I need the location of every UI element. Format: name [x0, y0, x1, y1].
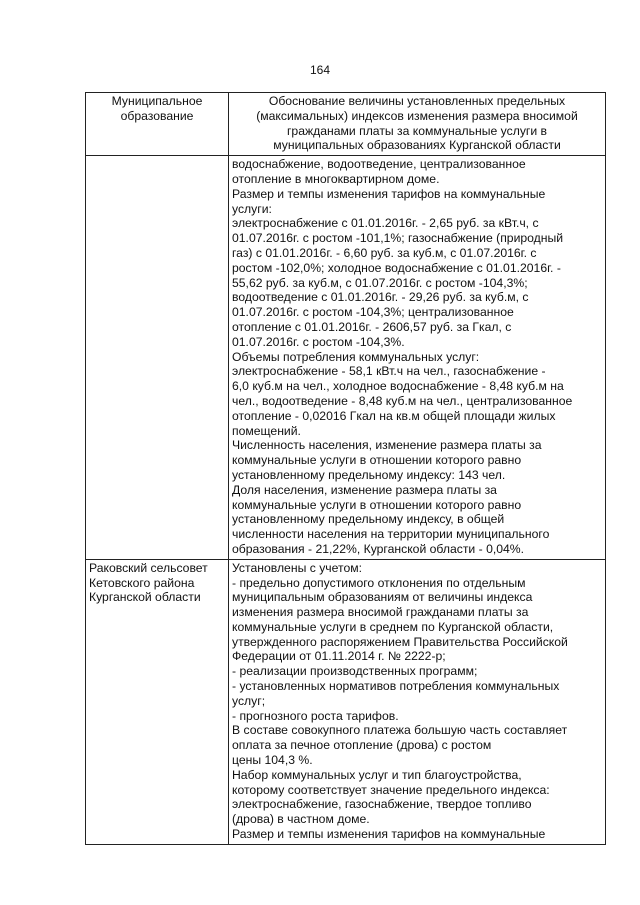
- text-line: цены 104,3 %.: [232, 753, 313, 768]
- text-line: чел., водоотведение - 8,48 куб.м на чел., централизованное: [232, 393, 573, 408]
- text-line: ростом -102,0%; холодное водоснабжение с 01.01.2016г. -: [232, 260, 561, 275]
- text-line: образования - 21,22%, Курганской области - 0,04%.: [232, 541, 525, 556]
- text-line: Курганской области: [89, 590, 201, 605]
- table-header-row: [86, 93, 606, 156]
- text-line: 01.07.2016г. с ростом -104,3%; централизованное: [232, 305, 514, 320]
- text-line: Муниципальное: [111, 94, 203, 108]
- text-line: 6,0 куб.м на чел., холодное водоснабжение - 8,48 куб.м на: [232, 379, 564, 394]
- text-line: Раковский сельсовет: [89, 560, 208, 575]
- text-line: газ) с 01.01.2016г. - 6,60 руб. за куб.м, с 01.07.2016г. с: [232, 245, 537, 260]
- text-line: численности населения на территории муниципального: [232, 527, 550, 542]
- text-line: образование: [120, 108, 194, 123]
- text-line: установленному предельному индексу, в общей: [232, 512, 505, 527]
- text-line: - предельно допустимого отклонения по отдельным: [232, 575, 526, 590]
- justification-cell: [229, 156, 606, 560]
- tariff-table: [85, 92, 606, 845]
- text-line: Размер и темпы изменения тарифов на коммунальные: [232, 827, 546, 842]
- text-line: установленному предельному индексу: 143 чел.: [232, 467, 506, 482]
- text-line: электроснабжение с 01.01.2016г. - 2,65 руб. за кВт.ч, с: [232, 216, 539, 231]
- text-line: Доля населения, изменение размера платы за: [232, 482, 497, 497]
- table-row: [86, 559, 606, 844]
- header-municipality-cell: [86, 93, 229, 156]
- text-line: 55,62 руб. за куб.м, с 01.07.2016г. с ростом -104,3%;: [232, 275, 528, 290]
- text-line: помещений.: [232, 423, 301, 438]
- text-line: коммунальные услуги в отношении которого равно: [232, 453, 522, 468]
- justification-cell: [229, 559, 606, 844]
- header-justification-cell: [229, 93, 606, 156]
- text-line: оплата за печное отопление (дрова) с ростом: [232, 738, 492, 753]
- text-line: изменения размера вносимой гражданами платы за: [232, 605, 529, 620]
- table-row: [86, 156, 606, 560]
- text-line: 01.07.2016г. с ростом -104,3%.: [232, 334, 405, 349]
- text-line: (максимальных) индексов изменения размера вносимой: [256, 108, 578, 123]
- text-line: электроснабжение, газоснабжение, твердое топливо: [232, 797, 532, 812]
- text-line: Обоснование величины установленных предельных: [268, 94, 566, 108]
- text-line: которому соответствует значение предельного индекса:: [232, 782, 550, 797]
- text-line: 01.07.2016г. с ростом -101,1%; газоснабжение (природный: [232, 231, 564, 246]
- text-line: услуги:: [232, 201, 272, 216]
- text-line: Кетовского района: [89, 575, 195, 590]
- text-line: муниципальным образованиям от величины индекса: [232, 590, 533, 605]
- text-line: Федерации от 01.11.2014 г. № 2222-р;: [232, 649, 446, 664]
- text-line: отопление в многоквартирном доме.: [232, 171, 440, 186]
- municipality-cell: [86, 156, 229, 560]
- text-line: Установлены с учетом:: [232, 560, 362, 575]
- text-line: Размер и темпы изменения тарифов на коммунальные: [232, 186, 546, 201]
- text-line: услуг;: [232, 693, 266, 708]
- text-line: Набор коммунальных услуг и тип благоустройства,: [232, 767, 522, 782]
- text-line: - прогнозного роста тарифов.: [232, 708, 399, 723]
- text-line: Объемы потребления коммунальных услуг:: [232, 349, 480, 364]
- text-line: коммунальные услуги в среднем по Курганской области,: [232, 619, 554, 634]
- municipality-cell: [86, 559, 229, 844]
- text-line: гражданами платы за коммунальные услуги в: [286, 123, 548, 138]
- text-line: - реализации производственных программ;: [232, 664, 478, 679]
- text-line: Численность населения, изменение размера платы за: [232, 438, 542, 453]
- text-line: - установленных нормативов потребления коммунальных: [232, 679, 560, 694]
- text-line: водоснабжение, водоотведение, централизованное: [232, 157, 526, 172]
- text-line: электроснабжение - 58,1 кВт.ч на чел., газоснабжение -: [232, 364, 546, 379]
- text-line: коммунальные услуги в отношении которого равно: [232, 497, 522, 512]
- text-line: В составе совокупного платежа большую часть составляет: [232, 723, 568, 738]
- text-line: утвержденного распоряжением Правительства Российской: [232, 634, 568, 649]
- text-line: водоотведение с 01.01.2016г. - 29,26 руб. за куб.м, с: [232, 290, 529, 305]
- text-line: отопление - 0,02016 Гкал на кв.м общей площади жилых: [232, 408, 556, 423]
- text-line: отопление с 01.01.2016г. - 2606,57 руб. за Гкал, с: [232, 319, 512, 334]
- page-number: 164: [309, 63, 331, 77]
- text-line: (дрова) в частном доме.: [232, 812, 370, 827]
- text-line: муниципальных образованиях Курганской области: [273, 138, 561, 153]
